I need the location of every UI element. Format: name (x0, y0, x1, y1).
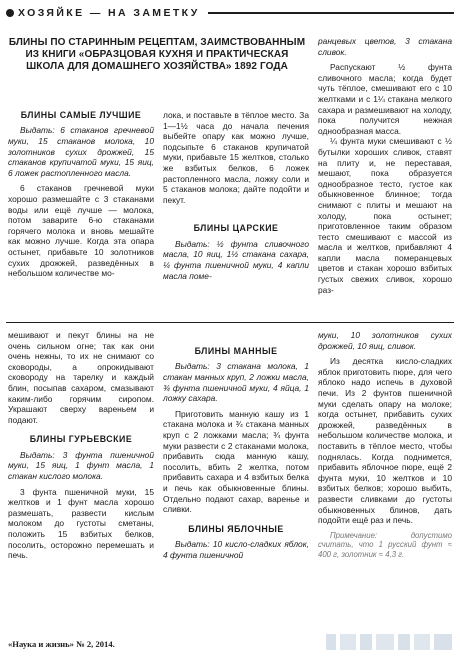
top-column-3 (318, 36, 452, 295)
recipe-ingredients: Выдать: 6 стаканов гречневой муки, 15 стаканов молока, 10 золотников сухих дрожжей, 15 стаканов крупичатой муки, 15 яиц, 6 ложек растопленного масла. (8, 125, 154, 178)
recipe-heading: БЛИНЫ ЦАРСКИЕ (193, 223, 279, 234)
section-title: ХОЗЯЙКЕ — НА ЗАМЕТКУ (18, 7, 200, 19)
recipe-text: лока, и поставьте в тёплое место. За 1—1½ часа до начала печения выбейте опару как можно лучше, подсыпьте 6 стаканов крупичатой муки, прибавьте 15 желтков, столько же взбитых белков, 6 ложек растопленного масла, ложку соли и 5 стаканов молока; дайте подойти и пекут. (163, 110, 309, 205)
recipe-ingredients: Выдать: 10 кисло-сладких яблок, 4 фунта пшеничной (163, 539, 309, 560)
bottom-column-3 (318, 330, 452, 560)
bottom-column-1 (8, 330, 154, 561)
recipe-ingredients-cont: муки, 10 золотников сухих дрожжей, 10 яиц, сливок. (318, 330, 452, 351)
recipe-text: Приготовить манную кашу из 1 стакана молока и ¾ стакана манных круп с 2 ложками масла; ¾ фунта муки развести с 2 стаканами молока, прибавить сюда манную кашу, посолить, вбить 2 желтка, потом прибавить сахара и 4 взбитых белка и печь как обыкновенные блины. Отдельно подают сахар, варенье и сливки. (163, 408, 309, 515)
watermark-logo-icon (324, 628, 456, 656)
top-column-1 (8, 110, 154, 279)
recipe-text: Из десятка кисло-сладких яблок приготовить пюре, для чего яблоко надо испечь в духовой печи. Из 2 фунтов пшеничной муки сделать опару на молоке; когда остынет, прибавить сухих дрожжей, разведённых в небольшом количестве молока, и поставить в тёплое место, чтобы поднялась. Когда поднимется, прибавить яблочное пюре, ещё 2 фунта муки, 10 желтков и 10 взбитых белков; хорошо выбить, развести сливками до густоты обыкновенных блинов, дать подойти ещё раз и печь. (318, 356, 452, 526)
top-column-2 (163, 110, 309, 281)
article-title: БЛИНЫ ПО СТАРИННЫМ РЕЦЕПТАМ, ЗАИМСТВОВАННЫМ ИЗ КНИГИ «ОБРАЗЦОВАЯ КУХНЯ И ПРАКТИЧЕСКАЯ ШКОЛА ДЛЯ ДОМАШНЕГО ХОЗЯЙСТВА» 1892 ГОДА (8, 37, 306, 72)
section-divider (6, 322, 454, 323)
bottom-column-2 (163, 346, 309, 560)
recipe-heading: БЛИНЫ МАННЫЕ (194, 346, 278, 356)
header-rule (208, 12, 454, 14)
recipe-ingredients: Выдать: 3 фунта пшеничной муки, 15 яиц, 1 фунт масла, 1 стакан кислого молока. (8, 449, 154, 481)
recipe-ingredients-cont: ранцевых цветов, 3 стакана сливок. (318, 36, 452, 57)
recipe-text: Распускают ½ фунта сливочного масла; когда будет чуть тёплое, смешивают его с 10 желтками и с 1¼ стакана мелкого сахара и размешивают на холоду, пока получится нежная однообразная масса. (318, 62, 452, 136)
recipe-heading: БЛИНЫ ЯБЛОЧНЫЕ (188, 523, 284, 534)
footnote: Примечание: допустимо считать, что 1 русский фунт ≈ 400 г, золотник ≈ 4,3 г. (318, 530, 452, 560)
recipe-ingredients: Выдать: 3 стакана молока, 1 стакан манных круп, 2 ложки масла, ¾ фунта пшеничной муки, 4 яйца, 1 ложку сахара. (163, 361, 309, 404)
section-header (6, 4, 454, 22)
header-bullet-icon (6, 9, 14, 17)
source-footer: «Наука и жизнь» № 2, 2014. (8, 639, 115, 649)
recipe-text: мешивают и пекут блины на не очень сильном огне; так как они очень нежны, то их не снимают со сковороды, а опрокидывают сковороду на тарелку и каждый блин, посыпав сахаром, смазывают каким-либо горячим сиропом. Украшают сверху вареньем и подают. (8, 330, 154, 425)
recipe-heading: БЛИНЫ САМЫЕ ЛУЧШИЕ (20, 110, 142, 120)
recipe-text: ¼ фунта муки смешивают с ½ бутылки хороших сливок, ставят на плиту и, не переставая, мешают, пока образуется однообразное тесто, густое как обыкновенное блинное; тогда снимают с плиты и мешают на холоду, пока остынет; приготовленное таким образом тесто смешивают с массой из масла и желтков, прибавляют 4 капли масла померанцевых цветов и стакан хорошо взбитых густых свежих сливок, хорошо раз- (318, 136, 452, 295)
recipe-heading: БЛИНЫ ГУРЬЕВСКИЕ (29, 434, 133, 445)
recipe-text: 3 фунта пшеничной муки, 15 желтков и 1 фунт масла хорошо размешать, развести кислым молоком до густоты сметаны, положить 15 взбитых белков, посолить, осторожно перемешать и печь. (8, 486, 154, 561)
recipe-ingredients: Выдать: ½ фунта сливочного масла, 10 яиц, 1½ стакана сахара, ¼ фунта пшеничной муки, 4 капли масла поме- (163, 238, 309, 281)
recipe-text: 6 стаканов гречневой муки хорошо размешайте с 3 стаканами воды или ещё лучше — молока, потом заварите 6-ю стаканами горячего молока и вновь мешайте как можно лучше. Когда эта опара остынет, прибавьте 10 золотников сухих дрожжей, разведённых в небольшом количестве мо- (8, 183, 154, 279)
